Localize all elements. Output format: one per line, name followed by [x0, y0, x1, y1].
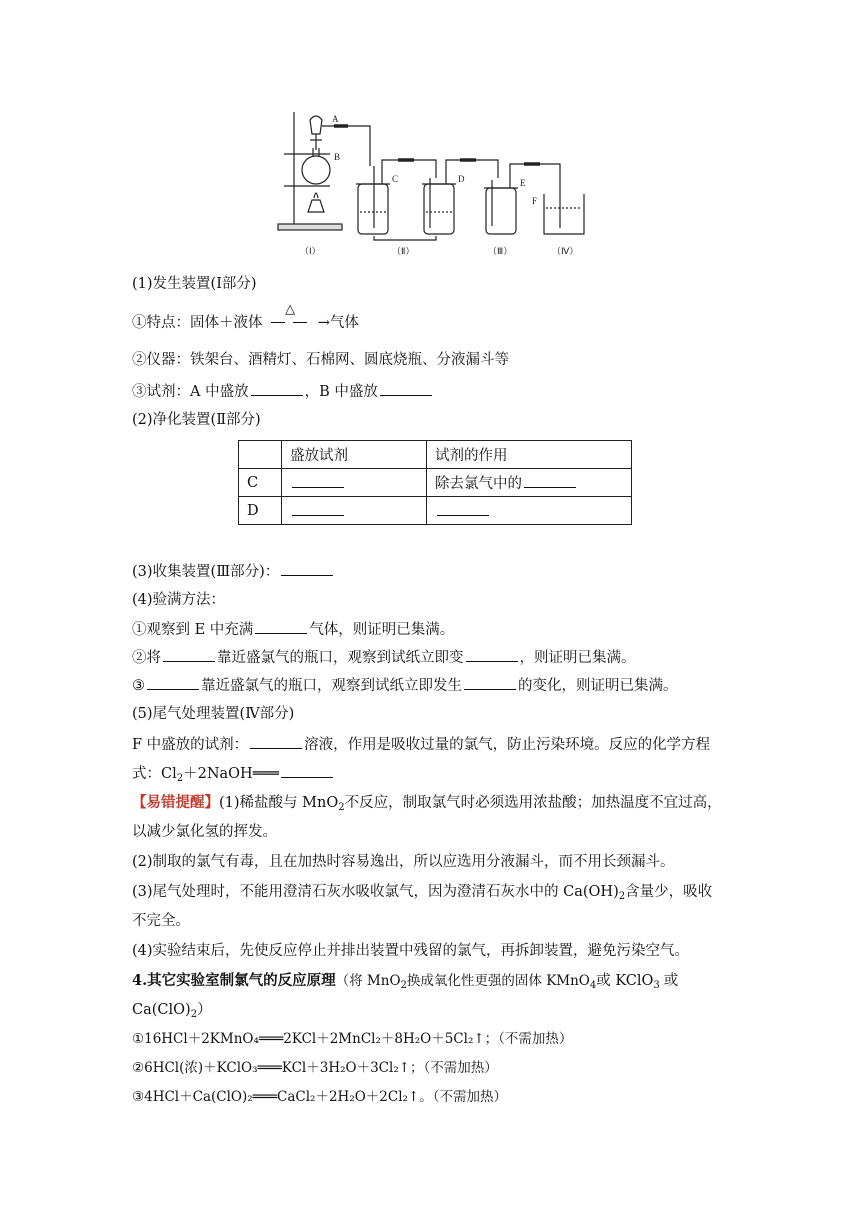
effect-text: 除去氯气中的	[435, 476, 522, 492]
tip-3-a: (3)尾气处理时，不能用澄清石灰水吸收氯气，因为澄清石灰水中的 Ca(OH)	[132, 884, 619, 900]
s4-item1	[132, 619, 454, 640]
effect-cell	[427, 469, 632, 497]
s4-item3-b: 靠近盛氯气的瓶口，观察到试纸立即发生	[201, 678, 462, 694]
label-c: C	[392, 174, 399, 184]
tip-3-cont: 不完全。	[132, 913, 190, 929]
s1-feature	[132, 302, 359, 333]
tips-label: 【易错提醒】	[132, 794, 219, 811]
reaction-3: ③4HCl＋Ca(ClO)₂═══CaCl₂＋2H₂O＋2Cl₂↑。（不需加热）	[132, 1089, 508, 1105]
heat-symbol: △	[285, 302, 296, 317]
tip-1-sub: 2	[338, 802, 345, 813]
tip-1-cont: 以减少氯化氢的挥发。	[132, 824, 277, 840]
tip-1-a: (1)稀盐酸与 MnO	[219, 795, 339, 811]
s6-heading-cont	[132, 1000, 212, 1020]
reaction-2: ②6HCl(浓)＋KClO₃═══KCl＋3H₂O＋3Cl₂↑；（不需加热）	[132, 1060, 498, 1076]
section-label-1: （Ⅰ）	[300, 246, 321, 256]
section-label-4: （Ⅳ）	[552, 246, 579, 256]
s6-note-f: ）	[197, 1002, 212, 1018]
blank-color[interactable]	[466, 647, 518, 662]
s6-heading: 4.其它实验室制氯气的反应原理	[132, 972, 336, 989]
blank-a[interactable]	[251, 381, 303, 396]
table-header-row	[239, 441, 632, 469]
heat-arrow-icon	[267, 302, 313, 333]
reaction-1: ①16HCl＋2KMnO₄═══2KCl＋2MnCl₂＋8H₂O＋5Cl₂↑；（不需加热）	[132, 1031, 573, 1047]
s6-note-b: 换成氧化性更强的固体 KMnO	[406, 973, 590, 989]
effect-cell	[427, 497, 632, 525]
label-f: F	[532, 196, 538, 206]
s6-note-sub3: 3	[653, 980, 660, 991]
s1-heading: (1)发生装置(Ⅰ部分)	[132, 276, 257, 292]
blank-paper2[interactable]	[147, 675, 199, 690]
s5-line1	[132, 734, 710, 755]
tip-1	[132, 793, 722, 813]
s1-reagent-b: ，B 中盛放	[304, 384, 378, 400]
s4-item2	[132, 647, 636, 668]
s5-heading: (5)尾气处理装置(Ⅳ部分)	[132, 706, 295, 722]
table-header-cell: 盛放试剂	[282, 441, 427, 469]
s3-heading: (3)收集装置(Ⅲ部分)：	[132, 564, 280, 580]
apparatus-diagram	[270, 108, 600, 258]
s4-item2-c: ，则证明已集满。	[519, 650, 636, 666]
row-label: D	[239, 497, 282, 525]
reagent-cell	[282, 497, 427, 525]
blank-change[interactable]	[464, 675, 516, 690]
s6-note-d: 或	[663, 973, 679, 989]
blank-paper[interactable]	[163, 647, 215, 662]
tip-2: (2)制取的氯气有毒，且在加热时容易逸出，所以应选用分液漏斗，而不用长颈漏斗。	[132, 854, 675, 870]
table-header-cell	[239, 441, 282, 469]
row-label: C	[239, 469, 282, 497]
s6-note-a: （将 MnO	[335, 973, 401, 989]
blank-d-effect[interactable]	[437, 501, 489, 516]
tip-1-b: 不反应，制取氯气时必须选用浓盐酸；加热温度不宜过高，	[344, 795, 722, 811]
s1-reagent-a: ③试剂：A 中盛放	[132, 384, 249, 400]
s4-heading: (4)验满方法：	[132, 592, 226, 608]
label-d: D	[458, 174, 465, 184]
blank-e[interactable]	[255, 619, 307, 634]
label-a: A	[332, 114, 339, 124]
purification-table	[238, 440, 632, 525]
table-header-cell: 试剂的作用	[427, 441, 632, 469]
s1-reagents	[132, 381, 434, 402]
s4-item2-b: 靠近盛氯气的瓶口，观察到试纸立即变	[217, 650, 464, 666]
s6-note-sub4: 2	[190, 1009, 198, 1020]
s1-feature-suffix: →气体	[317, 315, 359, 331]
blank-collect[interactable]	[281, 561, 333, 576]
s1-instruments: ②仪器：铁架台、酒精灯、石棉网、圆底烧瓶、分液漏斗等	[132, 352, 509, 368]
s4-item3	[132, 675, 678, 696]
s1-feature-prefix: ①特点：固体＋液体	[132, 315, 263, 331]
s4-item3-a: ③	[132, 678, 145, 694]
blank-equation[interactable]	[281, 763, 333, 778]
section-label-3: （Ⅲ）	[488, 246, 513, 256]
s4-item3-c: 的变化，则证明已集满。	[518, 678, 678, 694]
s6-note-sub1: 2	[400, 980, 407, 991]
blank-c-effect[interactable]	[524, 473, 576, 488]
s5-line2-a: 式：Cl	[132, 766, 177, 782]
blank-c-reagent[interactable]	[292, 473, 344, 488]
section-label-2: （Ⅱ）	[392, 246, 415, 256]
s5-line2-sub: 2	[176, 773, 184, 784]
blank-solution[interactable]	[250, 734, 302, 749]
table-row	[239, 469, 632, 497]
s6-note-e: Ca(ClO)	[132, 1002, 191, 1018]
s3-line	[132, 561, 335, 582]
s6-note-sub2: 4	[589, 980, 597, 991]
label-e: E	[520, 178, 526, 188]
s4-item1-b: 气体，则证明已集满。	[309, 622, 455, 638]
s5-line2	[132, 763, 335, 784]
s5-line1-b: 溶液，作用是吸收过量的氯气，防止污染环境。反应的化学方程	[304, 737, 711, 753]
blank-b[interactable]	[380, 381, 432, 396]
s6-note-c: 或 KClO	[596, 973, 654, 989]
s5-line2-b: ＋2NaOH═══	[183, 766, 279, 782]
s4-item1-a: ①观察到 E 中充满	[132, 622, 254, 638]
tip-3-b: 含量少，吸收	[625, 884, 713, 900]
table-row	[239, 497, 632, 525]
tip-3-sub: 2	[618, 891, 626, 902]
tip-3	[132, 882, 712, 902]
s2-heading: (2)净化装置(Ⅱ部分)	[132, 412, 261, 428]
label-b: B	[334, 152, 341, 162]
s5-line1-a: F 中盛放的试剂：	[132, 737, 249, 753]
s6-heading-line	[132, 971, 678, 991]
s4-item2-a: ②将	[132, 650, 161, 666]
reagent-cell	[282, 469, 427, 497]
blank-d-reagent[interactable]	[292, 501, 344, 516]
tip-4: (4)实验结束后，先使反应停止并排出装置中残留的氯气，再拆卸装置，避免污染空气。	[132, 943, 690, 959]
